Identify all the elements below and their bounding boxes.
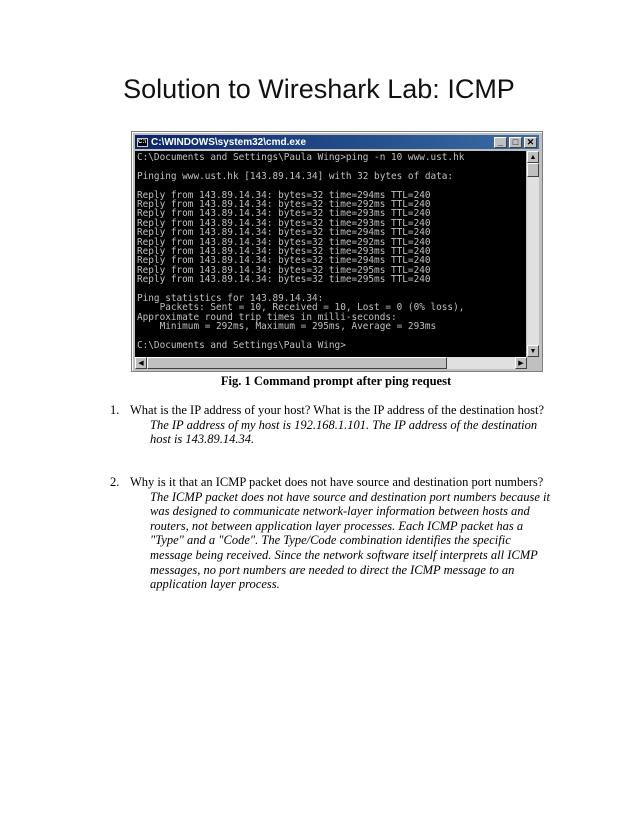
console-line: Reply from 143.89.14.34: bytes=32 time=293ms TTL=240 <box>137 245 431 257</box>
console-line: C:\Documents and Settings\Paula Wing>ping -n 10 www.ust.hk <box>137 152 465 163</box>
console-line: Reply from 143.89.14.34: bytes=32 time=294ms TTL=240 <box>137 189 431 201</box>
minimize-button[interactable]: _ <box>494 137 507 148</box>
scroll-left-button[interactable]: ◀ <box>135 357 147 369</box>
horizontal-scroll-thumb[interactable] <box>147 357 447 369</box>
cmd-window <box>131 131 543 372</box>
page-title: Solution to Wireshark Lab: ICMP <box>123 74 515 104</box>
console-line: Reply from 143.89.14.34: bytes=32 time=294ms TTL=240 <box>137 227 431 239</box>
console-line: Minimum = 292ms, Maximum = 295ms, Average = 293ms <box>137 321 437 333</box>
close-button[interactable]: ✕ <box>524 137 537 148</box>
scroll-down-button[interactable]: ▼ <box>527 345 539 357</box>
scrollbar-corner <box>527 357 539 369</box>
question-item <box>110 403 550 447</box>
answer-text: The ICMP packet does not have source and destination port numbers because it was designed to communicate network-layer information between hosts and routers, not between application layer processes. Each ICMP packet has a "Type" and a "Code". The Type/Code combination identifies the specific message being received. Since the network software itself interprets all ICMP messages, no port numbers are needed to direct the ICMP message to an application layer process. <box>150 489 550 592</box>
figure-caption: Fig. 1 Command prompt after ping request <box>220 374 452 388</box>
console-line: Pinging www.ust.hk [143.89.14.34] with 32 bytes of data: <box>137 170 454 182</box>
question-number: 1. <box>110 403 120 417</box>
console-line: Reply from 143.89.14.34: bytes=32 time=293ms TTL=240 <box>137 208 431 220</box>
console-line: Reply from 143.89.14.34: bytes=32 time=292ms TTL=240 <box>137 198 431 210</box>
console-line: Packets: Sent = 10, Received = 10, Lost = 0 (0% loss), <box>137 302 465 314</box>
scroll-right-button[interactable]: ▶ <box>515 357 527 369</box>
console-line: Ping statistics for 143.89.14.34: <box>137 292 324 304</box>
window-titlebar[interactable] <box>135 135 539 149</box>
console-line: Reply from 143.89.14.34: bytes=32 time=293ms TTL=240 <box>137 217 431 229</box>
console-line: Reply from 143.89.14.34: bytes=32 time=295ms TTL=240 <box>137 264 431 276</box>
question-text: What is the IP address of your host? What is the IP address of the destination host? <box>130 403 545 417</box>
window-title: C:\WINDOWS\system32\cmd.exe <box>151 136 307 148</box>
console-line: Reply from 143.89.14.34: bytes=32 time=292ms TTL=240 <box>137 236 431 248</box>
maximize-button[interactable]: □ <box>509 137 522 148</box>
horizontal-scrollbar[interactable] <box>135 357 527 369</box>
vertical-scrollbar[interactable] <box>527 151 539 357</box>
question-text: Why is it that an ICMP packet does not have source and destination port numbers? <box>130 475 544 489</box>
console-line: Reply from 143.89.14.34: bytes=32 time=294ms TTL=240 <box>137 255 431 267</box>
console-line: Reply from 143.89.14.34: bytes=32 time=295ms TTL=240 <box>137 274 431 286</box>
cmd-icon: C:\ <box>138 138 146 145</box>
answer-text: The IP address of my host is 192.168.1.101. The IP address of the destination host is 143.89.14.34. <box>150 417 538 447</box>
vertical-scroll-thumb[interactable] <box>527 163 539 177</box>
question-number: 2. <box>110 475 120 489</box>
console-line: C:\Documents and Settings\Paula Wing> <box>137 339 346 351</box>
scroll-up-button[interactable]: ▲ <box>527 151 539 163</box>
console-output[interactable] <box>135 151 526 357</box>
console-line: Approximate round trip times in milli-seconds: <box>137 311 397 323</box>
question-item <box>110 475 550 592</box>
